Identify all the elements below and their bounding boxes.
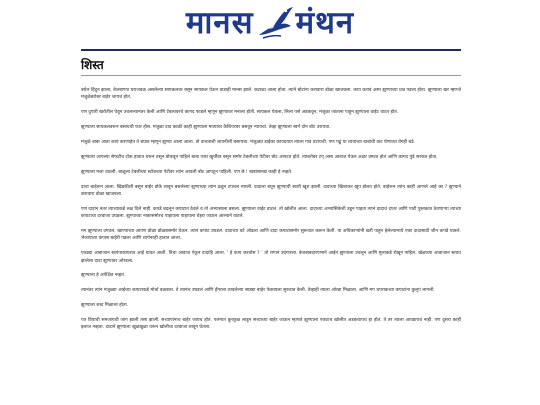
article-title: शिस्त (81, 58, 104, 72)
article-paragraph: पण दुपारी खरोतील घेवून उचलल्यानंतर केली आणि टेबलावरचे कागद फाडले म्हणून झुण्यावर मनाला होती. सायकल घेवला, लिला पर्स अडकवून, मंजुळा जाताना पाहून झुण्याला वाईट वाटत होतं. (81, 110, 399, 116)
article-paragraph: मंजुळे बाबा आता कायं करणाहेत ते बघाव म्हणून झुण्या आला आला. तो वाचताशी लायनीशी बसायचा. मंजुळ्या डाईका कायदयात त्याला गाव वटायची. पण पढुं या व्ययाच्या बाबांची वाट घेण्याचा वेगही बढे. (81, 139, 416, 145)
article-paragraph: झुण्याला आपल्या सेफटीच टोक हातात धरून ठसून डोकवून पाहिलं बाबा एका खुर्चीवर बसून समोर टेबलीच्या पेटीवर बोट आपटत होते. त्याबरोबर टप् असा आवाज येऊन अक्षर उमटत होतं आणि कागद पुढे सरकत होता. (81, 154, 438, 160)
article-paragraph: बघेल हिंदुन झाला, बेजबाण्या घराजवळ असलेल्या सायकलवर बसून सायकल घेऊन वाडाही मानस झाले. कटाळा आला होता. त्यांने बोटांना करावारा डोळा खाजवला. काय करावं असा झुण्याच्या प्रश्न पडला होता. झुण्याला खर म्हणजे मंजुळेबरोबर बाहेर जायचं होतं. (81, 88, 461, 101)
article-paragraph: एवढ्या आवाजान स्वयंपाकाघरात आई धावत आली. तिचा आवाज ऐकून दादाहि आला. ‘ हे काय करतोस ? ’ तो रागानं उदगारला. बेजबाबदारपणाने आईनं झुण्याला उचलून आणि मुलाकडे रोखून पाहिलं. खेळाच्या आवाजान सावध झालेला दादा झुण्यावर ओरडला. (81, 251, 461, 264)
article-paragraph: त्यानंतर त्यांन मंजुळ्या आईच्या कपाटाकडे मोर्चा वळवला. ते त्यानंच उघडलं आणि हँगरला लावलेल्या साड्या बाहेर फेकायला सुरुवात केली. तेव्हाही त्याला ओरडा मिळाला. आणि मग चपराकच्या कपाटांना कुलूपं लागली. (81, 288, 435, 294)
article-paragraph: पत्र वियाची समजायची जाग झाली तसा झाली. सच्यापांनाच बाहेर जायच होतं. पलंगात कुरकुळ लाडून सच्याच्या बाहेर जाऊन म्हणजे झुण्याला एकटाच खोलीत अडकवायचं हा होतं. ते तर त्याला आवडायचं नाही. पण दुसरा काही इलाज नव्हता. दादाने झुण्याला खुळखुळा धरून खोलीचा दरवाजा लावून घेतला. (81, 318, 461, 331)
title-divider (81, 75, 461, 76)
article-paragraph: झुण्याला शब्द मिळाला होता. (81, 303, 129, 309)
article-paragraph: झुण्याला मजा वाटली. बाळूला टेबलीच्या स्टोकच्या पेटीवर त्यांन आवली बोट आपटून पाहिली. पण छे ! बाबांसारखं काही हे नव्हते. (81, 169, 293, 175)
logo-text-left: मानस (185, 4, 254, 41)
article-paragraph: झुण्याला हे अपेक्षित नव्हतं. (81, 273, 126, 279)
masthead (0, 0, 540, 46)
article-paragraph: दाचा बाहेरून आला. खिडकीशी बसून बाहेर डोके लावून बसलेल्या झुण्याच्या त्यांन ढळून टपशल मारली. दादाला बघून झुण्याची स्वारी खूश झाली. दादाच्या खिशाकर खूप डोलत होते. बाहेरून त्यांन काही आणले आहे का ? झुण्याने करावारा डोळा खाजवला. (81, 184, 461, 197)
masthead-divider (81, 49, 461, 51)
article-paragraph: मग झुण्याला उगवलं. खाण्याच्या आपण डोळा डोळ्यासमोर घेऊन. त्यांनं कपाट उघडलं. दादाच्या घर्ट ओढला आणि दादा कपाटासमोर सुरूवात करून केली. या अधिकाऱ्यांनी खरी पाहून हेलेल्यामध्ये एका दादासाठी जीन कपडे घातले. भेजायच्या कंपास बाहेरी पडला आणि शार्पनरही हातात आला. (81, 229, 461, 242)
article-paragraph: झुण्याला सायकलवरून बसायची फार हौस. मंजुळा दाद काळी काही झुण्याला मात्याचा कैशियरवर बसवून न्यायचा. तेव्हा झुण्याला स्वर्ग दोन बोट उरायचा. (81, 125, 331, 131)
article-paragraph: पण दादांन नंतर त्याच्याकडे लक्ष दिले नाही. कपडे बदलून कपाटात ठेवले व तो अभ्यासाला बसला. झुण्याला वाईट वाटलं. तो खोलीत आला. दादाच्या अभ्यासिकेशी उडून पाहता त्यानं दादाचं दप्तर आणि पाटी पुस्तकांत ठेवणाऱ्या त्याच्या कपाटाचा दरवाजा उघडला. झुण्याच्या नाकासमोरच पाहायला पाहायला चेहरा जाऊन आल्याने वाटले. (81, 206, 461, 220)
logo-text-right: मंथन (295, 4, 355, 41)
dove-icon (255, 5, 295, 41)
site-logo[interactable] (186, 5, 354, 41)
article (81, 56, 461, 339)
